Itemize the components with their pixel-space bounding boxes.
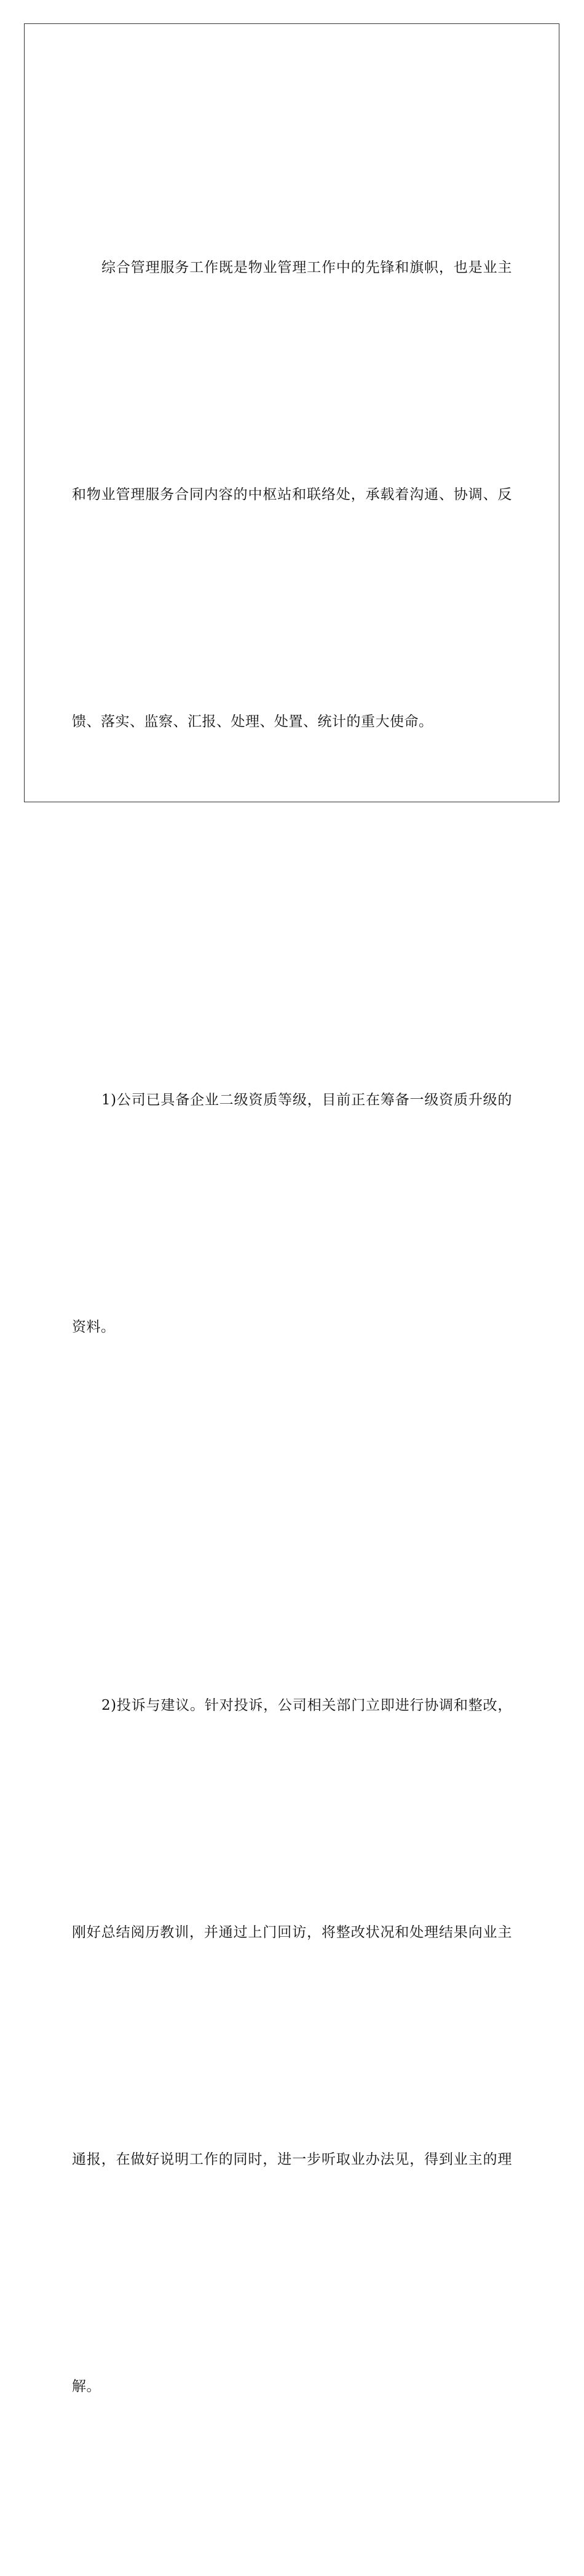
- paragraph-line: 馈、落实、监察、汇报、处理、处置、统计的重大使命。: [72, 714, 433, 730]
- paragraph-line: 解。: [72, 2379, 101, 2395]
- paragraph-line: 刚好总结阅历教训，并通过上门回访，将整改状况和处理结果向业主: [72, 1924, 512, 1940]
- paragraph-line: 综合管理服务工作既是物业管理工作中的先锋和旗帜，也是业主: [101, 260, 512, 276]
- paragraph-intro: [72, 79, 512, 911]
- paragraph-line: 1)公司已具备企业二级资质等级，目前正在筹备一级资质升级的: [101, 1092, 512, 1108]
- document-body: [72, 79, 512, 2576]
- paragraph-line: 和物业管理服务合同内容的中枢站和联络处，承载着沟通、协调、反: [72, 487, 512, 503]
- paragraph-item-1: [72, 911, 512, 1517]
- paragraph-item-2: [72, 1517, 512, 2576]
- paragraph-line: 2)投诉与建议。针对投诉，公司相关部门立即进行协调和整改，: [101, 1697, 512, 1713]
- paragraph-line: 资料。: [72, 1319, 116, 1335]
- paragraph-line: 通报，在做好说明工作的同时，进一步听取业办法见，得到业主的理: [72, 2151, 512, 2167]
